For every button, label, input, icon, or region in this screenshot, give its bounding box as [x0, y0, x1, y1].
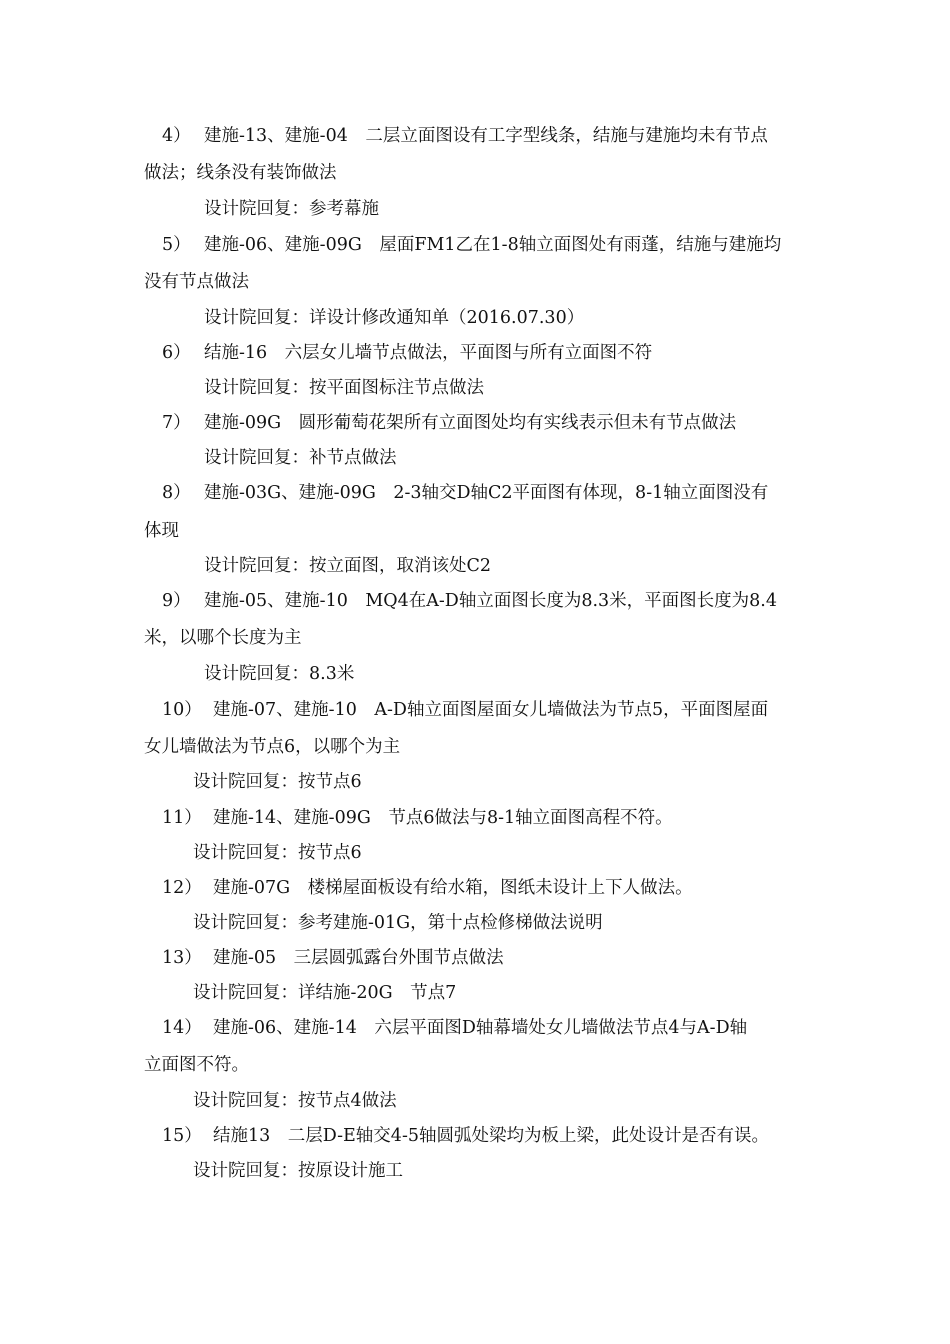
item-question-line: 建施-05 三层圆弧露台外围节点做法: [213, 948, 504, 968]
item-number: 4）: [162, 126, 191, 146]
item-reply: 设计院回复：8.3米: [204, 664, 355, 684]
item-number: 7）: [162, 413, 191, 433]
item-number: 13）: [162, 948, 202, 968]
item-number: 9）: [162, 591, 191, 611]
item-reply: 设计院回复：按节点6: [193, 772, 362, 792]
item-number: 8）: [162, 483, 191, 503]
item-reply: 设计院回复：按平面图标注节点做法: [204, 378, 484, 398]
item-question-line: 建施-06、建施-09G 屋面FM1乙在1-8轴立面图处有雨蓬，结施与建施均: [204, 235, 782, 255]
item-reply: 设计院回复：按节点4做法: [193, 1091, 397, 1111]
item-reply: 设计院回复：按立面图，取消该处C2: [204, 556, 492, 576]
item-reply: 设计院回复：参考建施-01G，第十点检修梯做法说明: [193, 913, 603, 933]
item-question-line: 做法；线条没有装饰做法: [144, 163, 337, 183]
item-number: 6）: [162, 343, 191, 363]
item-question-line: 建施-07G 楼梯屋面板设有给水箱，图纸未设计上下人做法。: [213, 878, 693, 898]
item-question-line: 立面图不符。: [144, 1055, 249, 1075]
item-number: 12）: [162, 878, 202, 898]
item-reply: 设计院回复：详设计修改通知单（2016.07.30）: [204, 308, 585, 328]
item-number: 10）: [162, 700, 202, 720]
item-number: 11）: [162, 808, 202, 828]
item-reply: 设计院回复：补节点做法: [204, 448, 397, 468]
item-reply: 设计院回复：按节点6: [193, 843, 362, 863]
item-reply: 设计院回复：按原设计施工: [193, 1161, 403, 1181]
item-question-line: 结施-16 六层女儿墙节点做法，平面图与所有立面图不符: [204, 343, 653, 363]
item-number: 14）: [162, 1018, 202, 1038]
item-reply: 设计院回复：参考幕施: [204, 199, 379, 219]
item-question-line: 建施-09G 圆形葡萄花架所有立面图处均有实线表示但未有节点做法: [204, 413, 737, 433]
item-reply: 设计院回复：详结施-20G 节点7: [193, 983, 457, 1003]
item-question-line: 没有节点做法: [144, 272, 249, 292]
item-question-line: 结施13 二层D-E轴交4-5轴圆弧处梁均为板上梁，此处设计是否有误。: [213, 1126, 769, 1146]
item-number: 15）: [162, 1126, 202, 1146]
item-question-line: 米，以哪个长度为主: [144, 628, 302, 648]
item-number: 5）: [162, 235, 191, 255]
item-question-line: 建施-07、建施-10 A-D轴立面图屋面女儿墙做法为节点5，平面图屋面: [213, 700, 769, 720]
item-question-line: 建施-03G、建施-09G 2-3轴交D轴C2平面图有体现，8-1轴立面图没有: [204, 483, 769, 503]
item-question-line: 建施-13、建施-04 二层立面图设有工字型线条，结施与建施均未有节点: [204, 126, 768, 146]
item-question-line: 体现: [144, 521, 179, 541]
item-question-line: 女儿墙做法为节点6，以哪个为主: [144, 737, 401, 757]
item-question-line: 建施-05、建施-10 MQ4在A-D轴立面图长度为8.3米，平面图长度为8.4: [204, 591, 778, 611]
item-question-line: 建施-14、建施-09G 节点6做法与8-1轴立面图高程不符。: [213, 808, 673, 828]
item-question-line: 建施-06、建施-14 六层平面图D轴幕墙处女儿墙做法节点4与A-D轴: [213, 1018, 748, 1038]
